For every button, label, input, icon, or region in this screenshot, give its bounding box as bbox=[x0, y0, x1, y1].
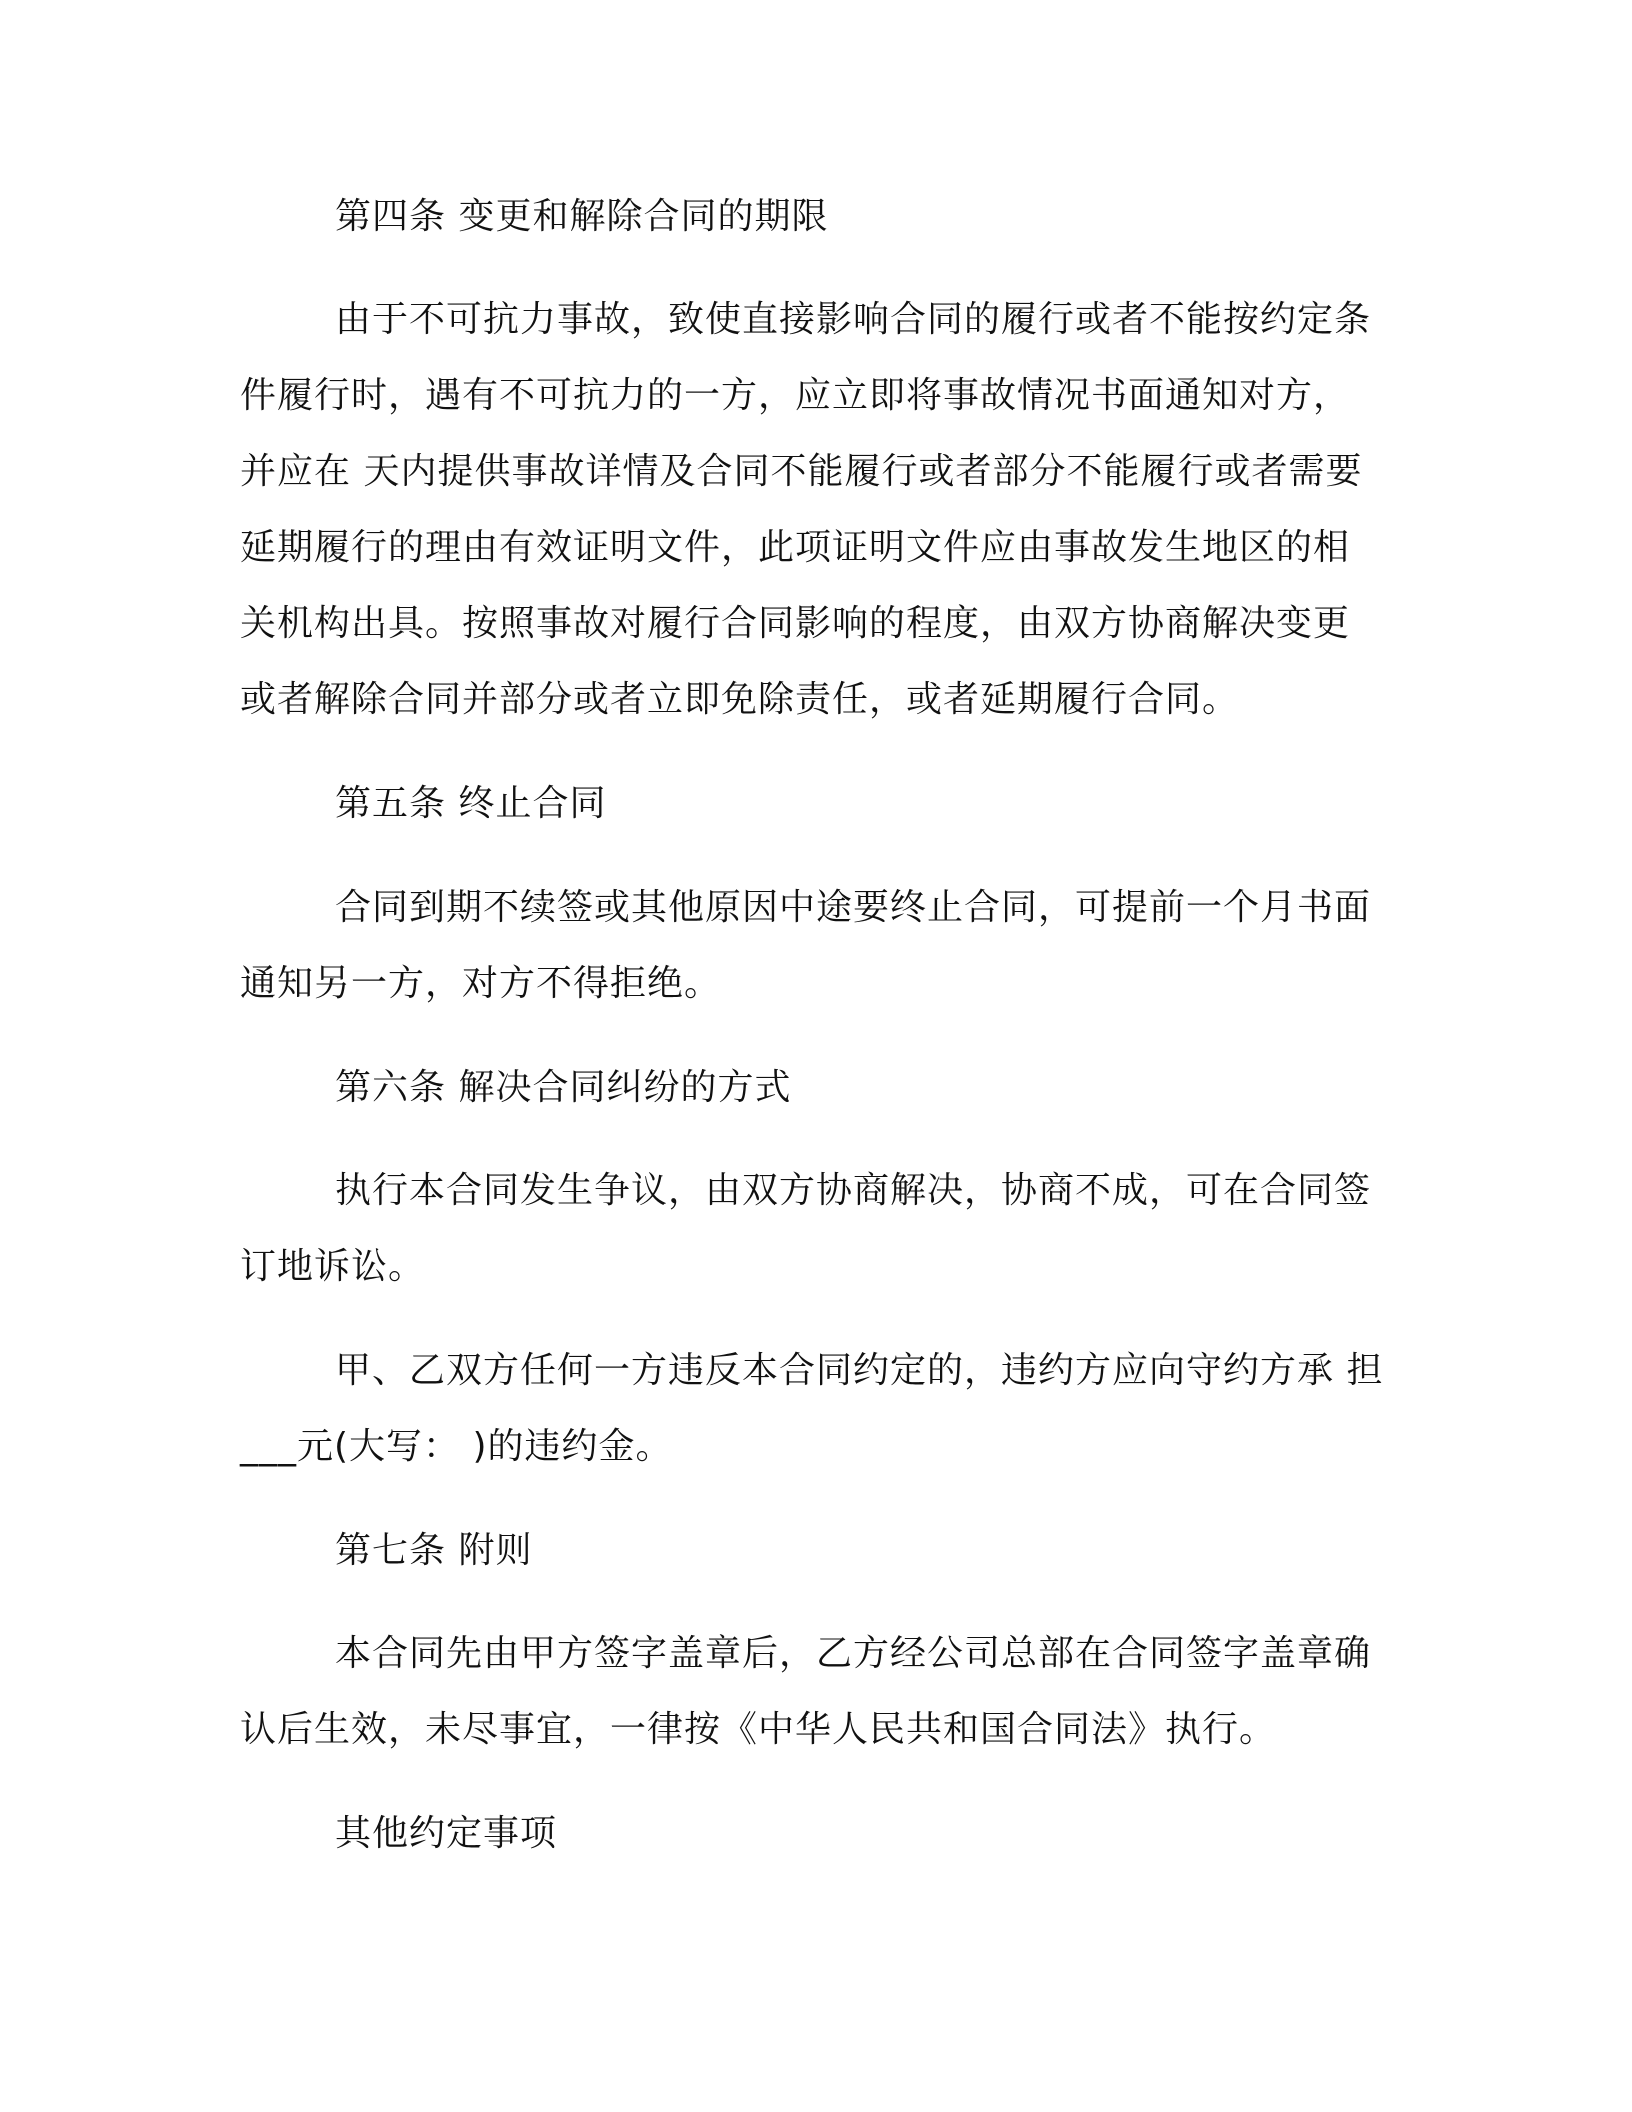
article7-line-1: 本合同先由甲方签字盖章后，乙方经公司总部在合同签字盖章确 bbox=[335, 1633, 1372, 1674]
article4-line-6: 或者解除合同并部分或者立即免除责任，或者延期履行合同。 bbox=[240, 679, 1240, 720]
article4-line-4: 延期履行的理由有效证明文件，此项证明文件应由事故发生地区的相 bbox=[240, 527, 1351, 568]
article4-line-1: 由于不可抗力事故，致使直接影响合同的履行或者不能按约定条 bbox=[335, 299, 1372, 340]
other-heading: 其他约定事项 bbox=[335, 1813, 558, 1854]
article6-para2-line-2: ___元(大写： )的违约金。 bbox=[240, 1426, 673, 1467]
article6-para1-line-2: 订地诉讼。 bbox=[240, 1246, 426, 1287]
article4-heading: 第四条 变更和解除合同的期限 bbox=[335, 196, 829, 237]
article5-line-1: 合同到期不续签或其他原因中途要终止合同，可提前一个月书面 bbox=[335, 887, 1372, 928]
article4-line-5: 关机构出具。按照事故对履行合同影响的程度，由双方协商解决变更 bbox=[240, 603, 1351, 644]
article4-line-3: 并应在 天内提供事故详情及合同不能履行或者部分不能履行或者需要 bbox=[240, 451, 1363, 492]
article6-para1-line-1: 执行本合同发生争议，由双方协商解决，协商不成，可在合同签 bbox=[335, 1170, 1372, 1211]
article7-line-2: 认后生效，未尽事宜，一律按《中华人民共和国合同法》执行。 bbox=[240, 1709, 1277, 1750]
article4-line-2: 件履行时，遇有不可抗力的一方，应立即将事故情况书面通知对方， bbox=[240, 375, 1351, 416]
article6-para2-line-1: 甲、乙双方任何一方违反本合同约定的，违约方应向守约方承 担 bbox=[335, 1350, 1384, 1391]
article5-line-2: 通知另一方，对方不得拒绝。 bbox=[240, 963, 722, 1004]
article6-heading: 第六条 解决合同纠纷的方式 bbox=[335, 1067, 792, 1108]
article5-heading: 第五条 终止合同 bbox=[335, 783, 607, 824]
article7-heading: 第七条 附则 bbox=[335, 1530, 533, 1571]
